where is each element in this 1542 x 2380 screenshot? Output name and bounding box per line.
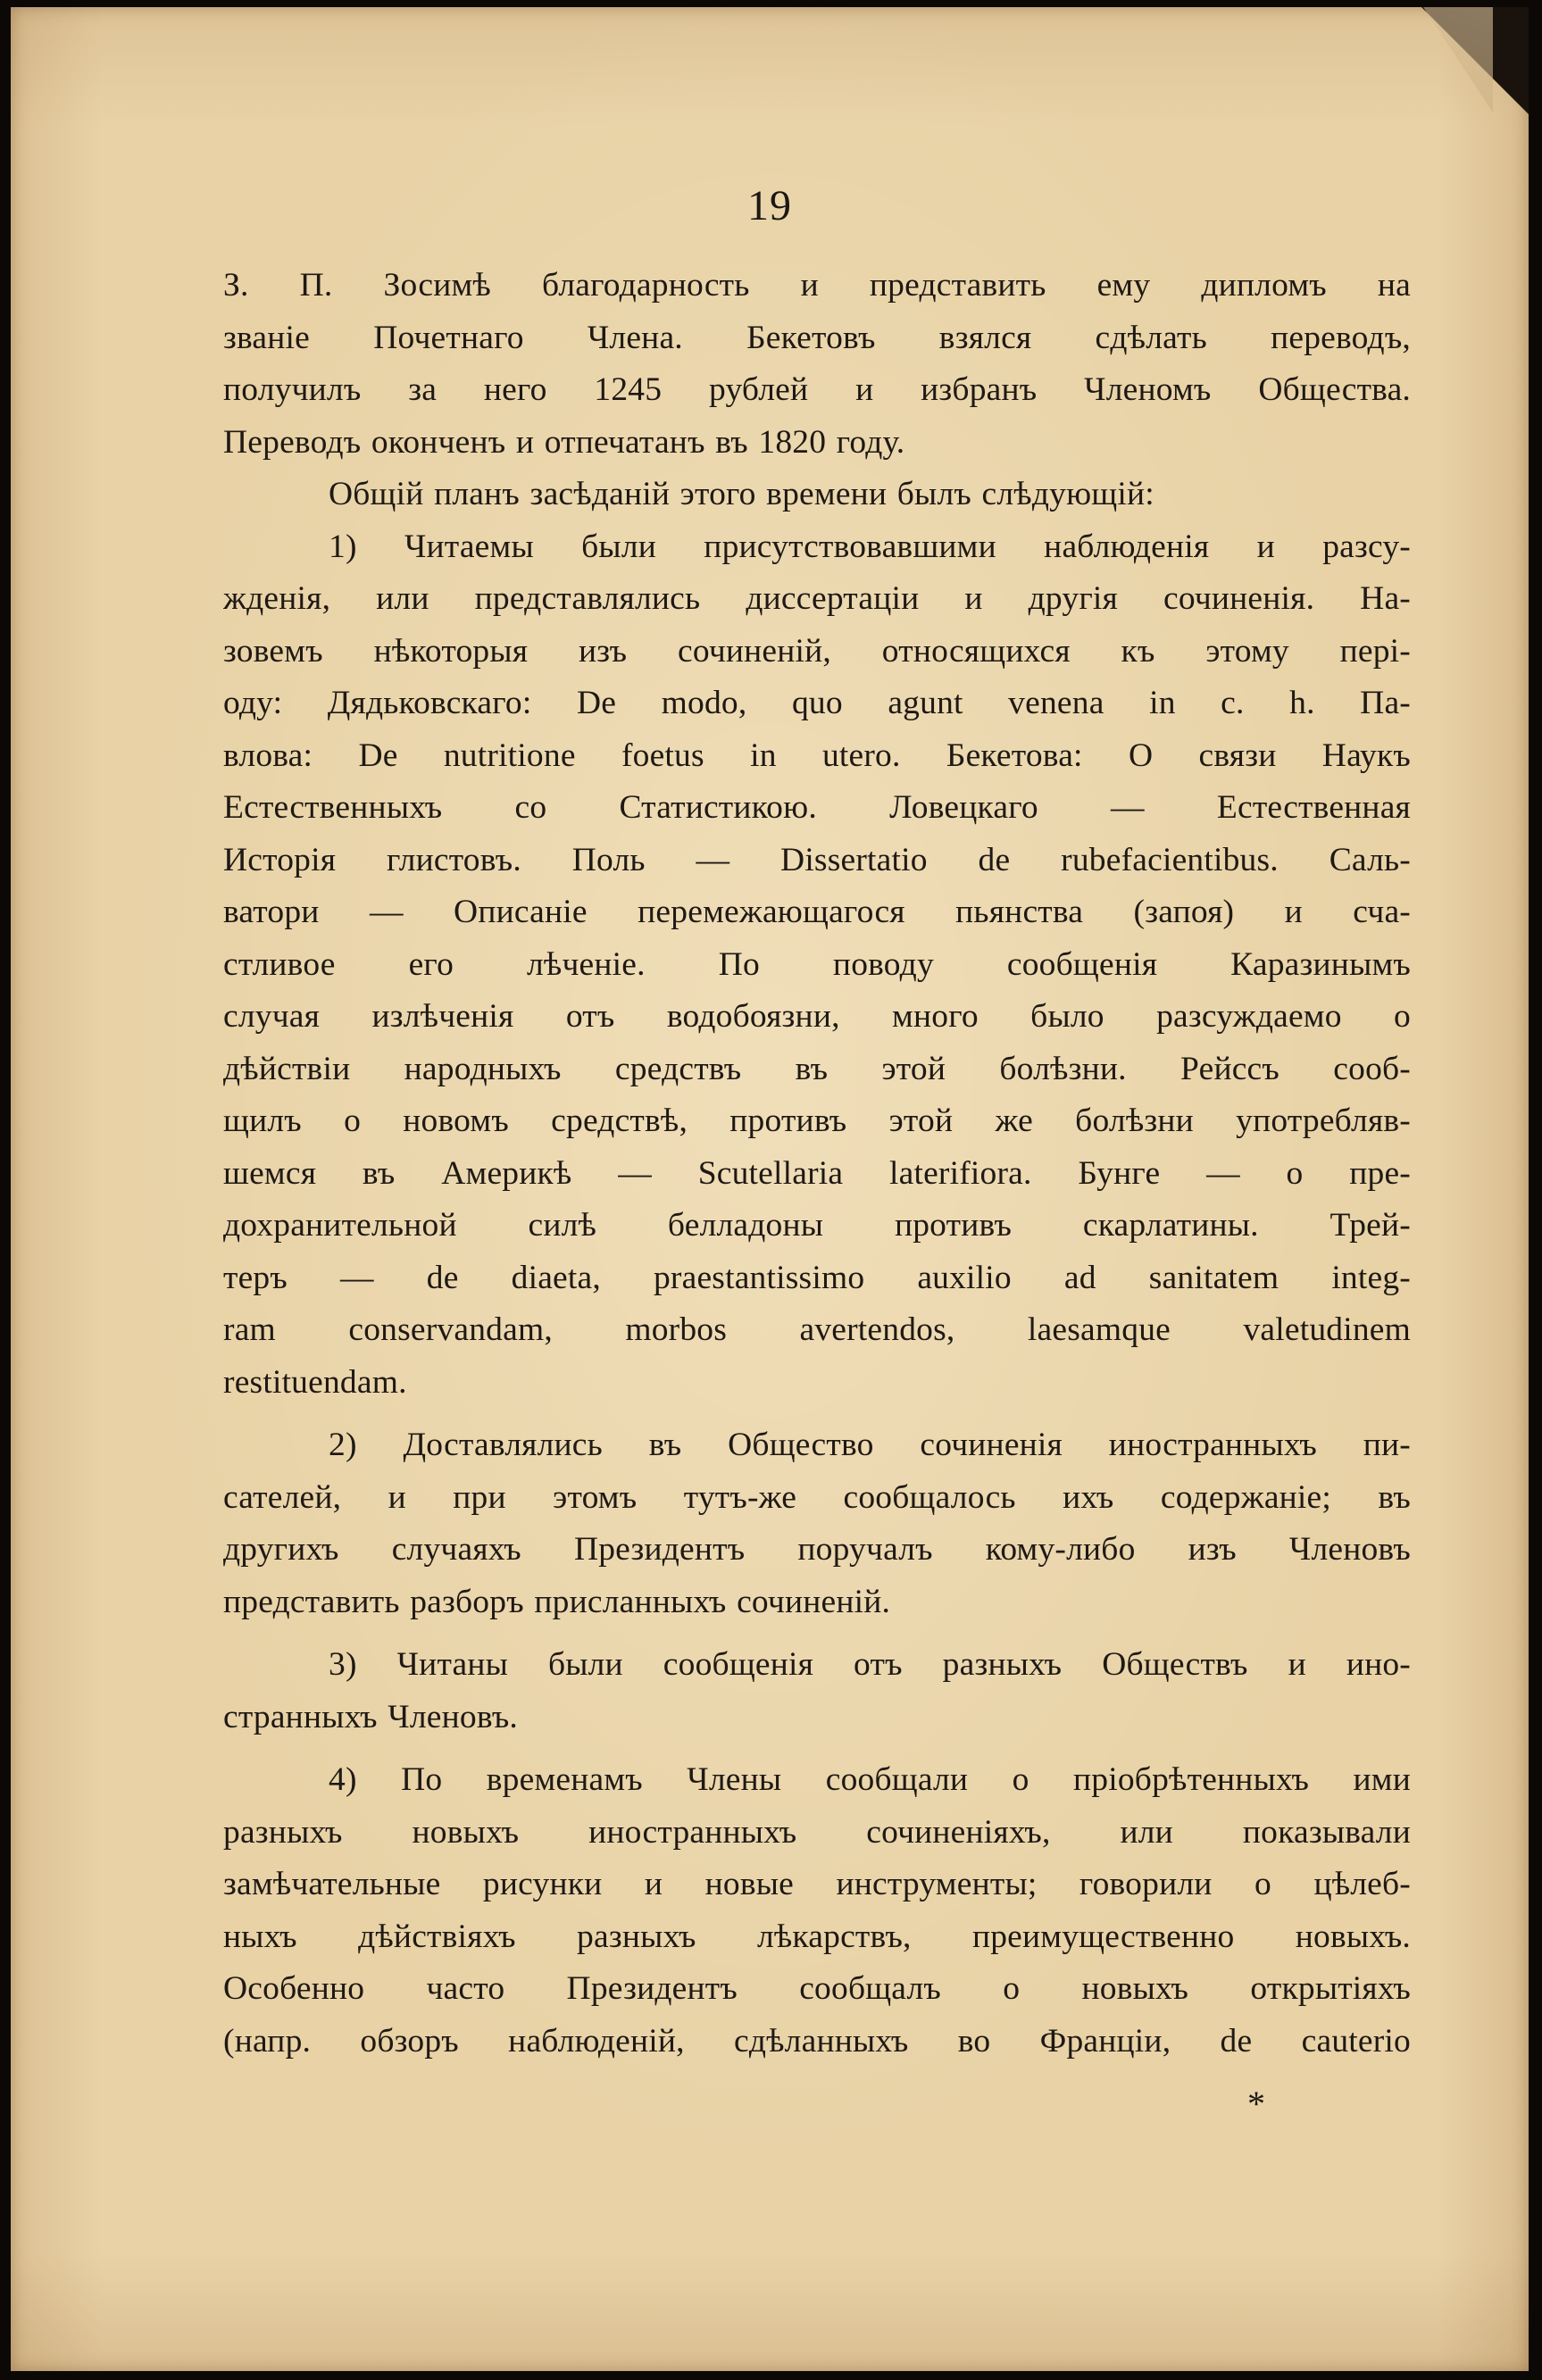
text-line: случая излѣченія отъ водобоязни, много было разсуждаемо о (223, 998, 1411, 1035)
text-line: дохранительной силѣ белладоны противъ скарлатины. Трей- (223, 1207, 1411, 1244)
text-line: дѣйствіи народныхъ средствъ въ этой болѣзни. Рейссъ сооб- (223, 1050, 1411, 1087)
text-line: шемся въ Америкѣ — Scutellaria laterifiora. Бунге — о пре- (223, 1154, 1411, 1192)
text-line: представить разборъ присланныхъ сочиненій. (223, 1583, 891, 1620)
text-line: ватори — Описаніе перемежающагося пьянства (запоя) и сча- (223, 894, 1411, 930)
text-line: restituendam. (223, 1363, 407, 1401)
text-line: оду: Дядьковскаго: De modo, quo agunt venena in c. h. Па- (223, 685, 1411, 721)
text-line: жденія, или представлялись диссертаціи и другія сочиненія. На- (223, 580, 1411, 617)
text-line: З. П. Зосимѣ благодарность и представить ему дипломъ на (223, 267, 1411, 304)
text-line: 4) По временамъ Члены сообщали о пріобрѣтенныхъ ими (329, 1761, 1411, 1798)
text-line: Исторія глистовъ. Поль — Dissertatio de rubefacientibus. Саль- (223, 841, 1411, 878)
text-line: влова: De nutritione foetus in utero. Бекетова: О связи Наукъ (223, 736, 1411, 774)
text-line: 1) Читаемы были присутствовавшими наблюденія и разсу- (329, 528, 1411, 565)
text-line: Общій планъ засѣданій этого времени былъ слѣдующій: (329, 476, 1154, 512)
text-line: стливое его лѣченіе. По поводу сообщенія Каразинымъ (223, 945, 1411, 983)
text-line: (напр. обзоръ наблюденій, сдѣланныхъ во Франціи, de cauterio (223, 2022, 1411, 2060)
text-line: получилъ за него 1245 рублей и избранъ Членомъ Общества. (223, 371, 1411, 408)
text-line: Особенно часто Президентъ сообщалъ о новыхъ открытіяхъ (223, 1970, 1411, 2007)
book-page (11, 7, 1529, 2371)
text-line: сателей, и при этомъ тутъ-же сообщалось ихъ содержаніе; въ (223, 1478, 1411, 1516)
text-line: 2) Доставлялись въ Общество сочиненія иностранныхъ пи- (329, 1427, 1411, 1463)
text-line: теръ — de diaeta, praestantissimo auxilio ad sanitatem integ- (223, 1259, 1411, 1296)
text-line: Переводъ оконченъ и отпечатанъ въ 1820 году. (223, 423, 905, 461)
text-line: ram conservandam, morbos avertendos, laesamque valetudinem (223, 1311, 1411, 1348)
body-text (223, 260, 1411, 2068)
text-line: Естественныхъ со Статистикою. Ловецкаго — Естественная (223, 789, 1411, 826)
text-line: другихъ случаяхъ Президентъ поручалъ кому-либо изъ Членовъ (223, 1531, 1411, 1568)
text-line: замѣчательные рисунки и новые инструменты; говорили о цѣлеб- (223, 1866, 1411, 1902)
text-line: щилъ о новомъ средствѣ, противъ этой же болѣзни употребляв- (223, 1103, 1411, 1139)
text-line: разныхъ новыхъ иностранныхъ сочиненіяхъ, или показывали (223, 1813, 1411, 1851)
text-line: странныхъ Членовъ. (223, 1698, 518, 1735)
text-line: званіе Почетнаго Члена. Бекетовъ взялся сдѣлать переводъ, (223, 319, 1411, 356)
text-line: 3) Читаны были сообщенія отъ разныхъ Обществъ и ино- (329, 1646, 1411, 1683)
page-number: 19 (747, 182, 792, 229)
text-line: зовемъ нѣкоторыя изъ сочиненій, относящихся къ этому пері- (223, 632, 1411, 670)
text-line: ныхъ дѣйствіяхъ разныхъ лѣкарствъ, преимущественно новыхъ. (223, 1918, 1411, 1955)
footnote-marker: * (1247, 2084, 1265, 2124)
